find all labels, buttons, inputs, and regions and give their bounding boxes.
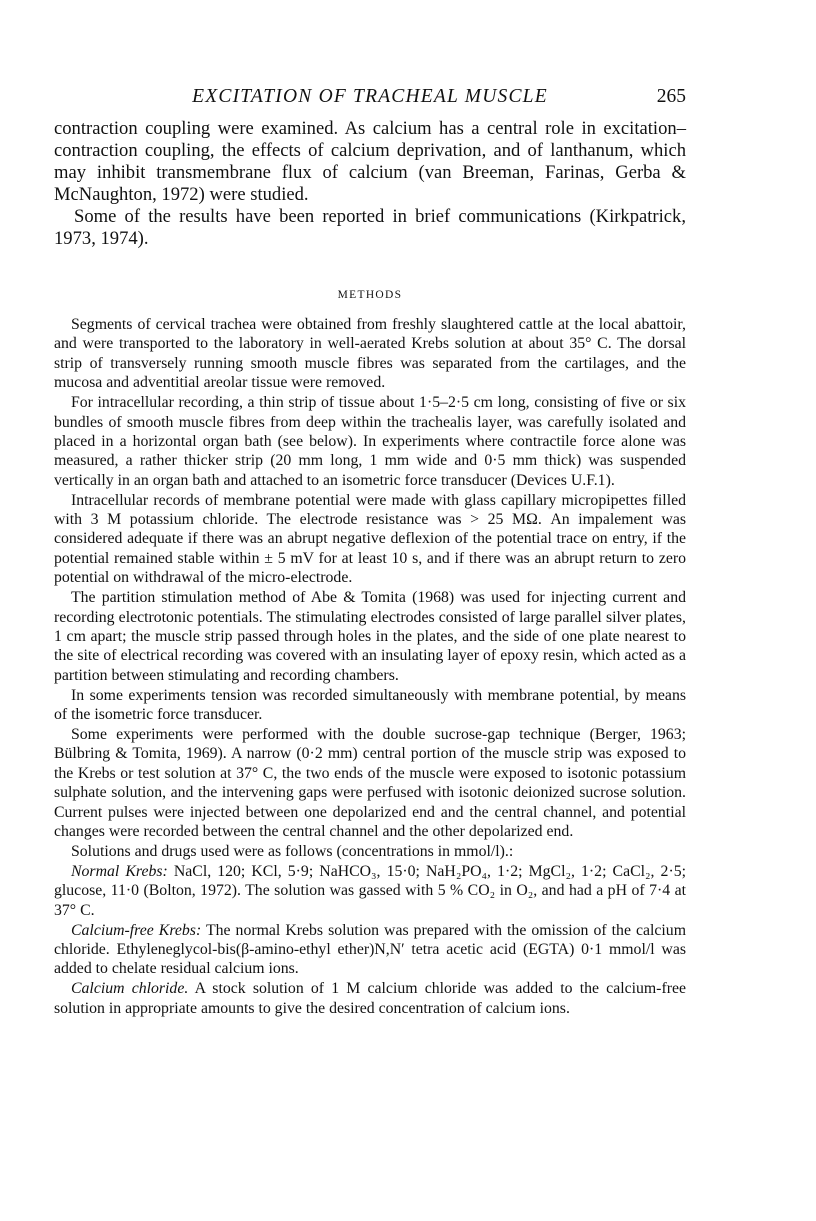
calcium-chloride-paragraph: [54, 979, 686, 1018]
calcium-free-paragraph: [54, 921, 686, 979]
methods-paragraph-2: For intracellular recording, a thin strip of tissue about 1·5–2·5 cm long, consisting of five or six bundles of smooth muscle fibres from deep within the trachealis layer, was carefully isolated and placed in a horizontal organ bath (see below). In experiments where contractile force alone was measured, a rather thicker strip (20 mm long, 1 mm wide and 0·5 mm thick) was suspended vertically in an organ bath and attached to an isometric force transducer (Devices U.F.1).: [54, 394, 686, 489]
calcium-free-text: The normal Krebs solution was prepared with the omission of the calcium chloride. Ethyleneglycol-bis(β-amino-ethyl ether)N,N′ tetra acetic acid (EGTA) 0·1 mmol/l was added to chelate residual calcium ions.: [54, 921, 686, 978]
calcium-chloride-label: Calcium chloride.: [71, 980, 189, 998]
page-number: 265: [656, 86, 686, 107]
running-title: EXCITATION OF TRACHEAL MUSCLE: [192, 86, 548, 107]
intro-paragraph-1: contraction coupling were examined. As calcium has a central role in excitation–contraction coupling, the effects of calcium deprivation, and of lanthanum, which may inhibit transmembrane flux of calcium (van Breeman, Farinas, Gerba & McNaughton, 1972) were studied.: [54, 118, 686, 205]
normal-krebs-label: Normal Krebs:: [71, 862, 168, 880]
methods-body: [54, 315, 686, 1018]
methods-paragraph-6: Some experiments were performed with the double sucrose-gap technique (Berger, 1963; Bülbring & Tomita, 1969). A narrow (0·2 mm) central portion of the muscle strip was exposed to the Krebs or test solution at 37° C, the two ends of the muscle were exposed to isotonic potassium sulphate solution, and the intervening gaps were perfused with isotonic deionized sucrose solution. Current pulses were injected between one depolarized end and the central channel, and potential changes were recorded between the central channel and the other depolarized end.: [54, 726, 686, 841]
methods-paragraph-5: In some experiments tension was recorded simultaneously with membrane potential, by means of the isometric force transducer.: [54, 686, 686, 724]
normal-krebs-paragraph: [54, 862, 686, 920]
intro-paragraph-2: Some of the results have been reported in brief communications (Kirkpatrick, 1973, 1974).: [54, 205, 686, 249]
calcium-free-label: Calcium-free Krebs:: [71, 921, 202, 939]
normal-krebs-text: NaCl, 120; KCl, 5·9; NaHCO₃, 15·0; NaH₂PO₄, 1·2; MgCl₂, 1·2; CaCl₂, 2·5; glucose, 11·0 (Bolton, 1972). The solution was gassed with 5 % CO₂ in O₂, and had a pH of 7·4 at 37° C.: [54, 862, 686, 919]
methods-paragraph-4: The partition stimulation method of Abe & Tomita (1968) was used for injecting current and recording electrotonic potentials. The stimulating electrodes consisted of large parallel silver plates, 1 cm apart; the muscle strip passed through holes in the plates, and the side of one plate nearest to the site of electrical recording was covered with an insulating layer of epoxy resin, which acted as a partition between stimulating and recording chambers.: [54, 589, 686, 684]
methods-paragraph-3: Intracellular records of membrane potential were made with glass capillary micropipettes filled with 3 M potassium chloride. The electrode resistance was > 25 MΩ. An impalement was considered adequate if there was an abrupt negative deflexion of the potential trace on entry, if the potential remained stable within ± 5 mV for at least 10 s, and if there was an abrupt return to zero potential on withdrawal of the micro-electrode.: [54, 491, 686, 587]
intro-section: [54, 118, 686, 249]
running-head: [56, 86, 684, 112]
methods-heading: METHODS: [337, 289, 403, 301]
methods-paragraph-1: Segments of cervical trachea were obtained from freshly slaughtered cattle at the local abattoir, and were transported to the laboratory in well-aerated Krebs solution at about 35° C. The dorsal strip of transversely running smooth muscle fibres was separated from the cartilages, and the mucosa and adventitial areolar tissue were removed.: [54, 316, 686, 392]
methods-paragraph-7: Solutions and drugs used were as follows (concentrations in mmol/l).:: [71, 842, 514, 860]
calcium-chloride-text: A stock solution of 1 M calcium chloride was added to the calcium-free solution in appropriate amounts to give the desired concentration of calcium ions.: [54, 980, 686, 1017]
